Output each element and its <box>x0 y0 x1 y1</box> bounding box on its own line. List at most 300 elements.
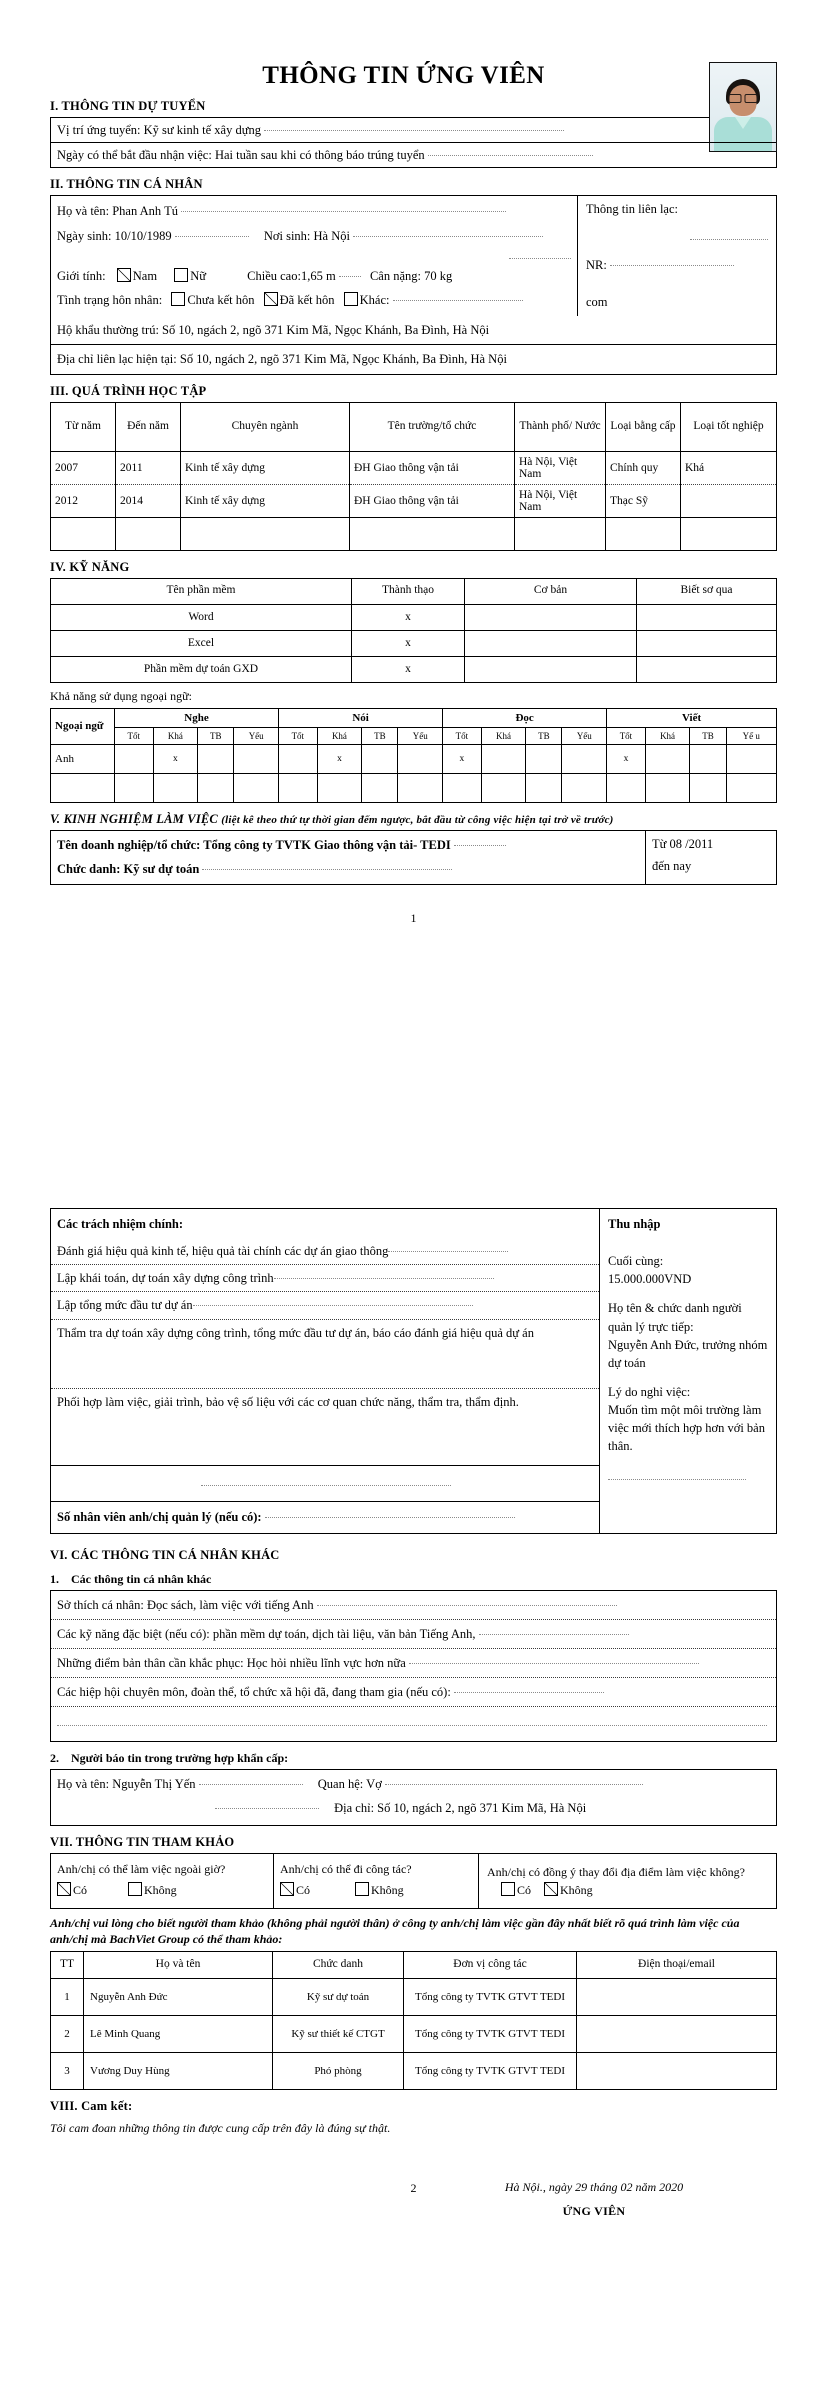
lang-mark[interactable] <box>690 774 726 803</box>
special-skills-row <box>51 1619 776 1648</box>
lang-mark[interactable] <box>726 774 776 803</box>
manager-label: Họ tên & chức danh người quản lý trực tiếp: <box>608 1301 742 1334</box>
section-4-heading: IV. KỸ NĂNG <box>50 559 130 574</box>
dotted-fill <box>610 256 734 266</box>
improve-value[interactable]: Học hỏi nhiều lĩnh vực hơn nữa <box>246 1655 406 1670</box>
emergency-address-value[interactable]: Số 10, ngách 2, ngõ 371 Kim Mã, Hà Nội <box>377 1801 587 1816</box>
section-2-box <box>50 195 777 374</box>
section-6-sub-2 <box>50 1751 777 1766</box>
fullname-value[interactable]: Phan Anh Tú <box>112 204 178 219</box>
duty-text[interactable]: Đánh giá hiệu quả kinh tế, hiệu quả tài chính các dự án giao thông <box>57 1244 389 1259</box>
blank-dotted-row <box>51 1465 599 1501</box>
skill-name[interactable]: Phần mềm dự toán GXD <box>51 656 352 682</box>
signature-place-date: Hà Nội., ngày 29 tháng 02 năm 2020 <box>504 2180 684 2195</box>
page-1-number: 1 <box>410 910 417 925</box>
marital-other-label: Khác: <box>359 292 390 307</box>
education-col-city: Thành phố/ Nước <box>515 402 606 451</box>
dotted-fill <box>264 121 564 131</box>
ref-col-org: Đơn vị công tác <box>404 1952 577 1979</box>
commitment-statement: Tôi cam đoan những thông tin được cung cấp trên đây là đúng sự thật. <box>50 2121 391 2136</box>
references-table <box>50 1951 777 2090</box>
duty-item <box>51 1264 599 1291</box>
dotted-fill <box>181 202 506 212</box>
skill-basic[interactable] <box>465 630 637 656</box>
dotted-fill <box>428 146 593 156</box>
level-write-good: Tốt <box>607 728 646 745</box>
table-row <box>51 484 777 517</box>
reason-value[interactable]: Muốn tìm một môi trường làm việc mới thích hợp hơn với bản thân. <box>608 1403 765 1454</box>
experience-from[interactable]: Từ 08 /2011 <box>652 837 714 852</box>
height-label: Chiều cao: <box>247 268 301 283</box>
lang-mark[interactable] <box>153 774 198 803</box>
table-row <box>51 656 777 682</box>
page-2 <box>0 1208 827 2388</box>
edu-grade[interactable] <box>681 517 777 550</box>
availability-questions-box <box>50 1853 777 1909</box>
ref-name[interactable]: Vương Duy Hùng <box>84 2053 273 2090</box>
education-col-from: Từ năm <box>51 402 116 451</box>
reason-label: Lý do nghỉ việc: <box>608 1384 691 1399</box>
ref-org[interactable]: Tổng công ty TVTK GTVT TEDI <box>404 2016 577 2053</box>
skill-name[interactable]: Word <box>51 604 352 630</box>
overtime-no-label: Không <box>144 1883 177 1898</box>
language-name[interactable] <box>51 774 115 803</box>
page-title: THÔNG TIN ỨNG VIÊN <box>262 62 545 89</box>
birthplace-value[interactable]: Hà Nội <box>313 229 350 244</box>
travel-no-label: Không <box>371 1883 404 1898</box>
edu-major[interactable] <box>181 517 350 550</box>
associations-blank-row[interactable] <box>51 1706 776 1741</box>
relocation-yes-checkbox[interactable] <box>501 1882 515 1896</box>
ref-title[interactable]: Kỹ sư thiết kế CTGT <box>273 2016 404 2053</box>
overtime-question <box>51 1854 273 1908</box>
level-speak-fair: Khá <box>317 728 362 745</box>
other-personal-info-box <box>50 1590 777 1743</box>
level-write-avg: TB <box>690 728 726 745</box>
travel-question <box>273 1854 478 1908</box>
language-intro: Khả năng sử dụng ngoại ngữ: <box>50 688 192 703</box>
fullname-row <box>51 196 577 223</box>
education-col-to: Đến năm <box>116 402 181 451</box>
section-2-heading: II. THÔNG TIN CÁ NHÂN <box>50 177 203 192</box>
dotted-fill <box>690 230 768 240</box>
ref-title[interactable]: Phó phòng <box>273 2053 404 2090</box>
education-col-grade: Loại tốt nghiệp <box>681 402 777 451</box>
table-row <box>51 2053 777 2090</box>
relocation-no-label: Không <box>560 1883 593 1898</box>
weight-label: Cân nặng: <box>369 268 421 283</box>
permanent-address-value[interactable]: Số 10, ngách 2, ngõ 371 Kim Mã, Ngọc Khánh, Ba Đình, Hà Nội <box>162 323 490 338</box>
dotted-fill <box>509 249 571 259</box>
lang-mark[interactable] <box>234 745 279 774</box>
duty-item <box>51 1291 599 1318</box>
sub-1-title: Các thông tin cá nhân khác <box>71 1571 212 1586</box>
improve-label: Những điểm bản thân cần khắc phục: <box>57 1655 244 1670</box>
duty-text[interactable]: Thẩm tra dự toán xây dựng công trình, tổng mức đầu tư dự án, báo cáo đánh giá hiệu quả dự án <box>57 1325 534 1340</box>
language-group-reading: Đọc <box>443 708 607 728</box>
ref-contact[interactable] <box>577 2016 777 2053</box>
dotted-fill <box>199 1775 303 1785</box>
dob-value[interactable]: 10/10/1989 <box>114 229 172 244</box>
start-date-label: Ngày có thể bắt đầu nhận việc: <box>57 148 212 163</box>
gender-female-label: Nữ <box>190 268 207 283</box>
duty-text[interactable]: Lập khái toán, dự toán xây dựng công trình <box>57 1271 274 1286</box>
travel-question-text: Anh/chị có thể đi công tác? <box>280 1861 412 1876</box>
special-skills-label: Các kỹ năng đặc biệt (nếu có): <box>57 1626 210 1641</box>
lang-mark[interactable] <box>481 774 526 803</box>
level-listen-good: Tốt <box>115 728 154 745</box>
company-row <box>51 831 645 857</box>
company-value[interactable]: Tổng công ty TVTK Giao thông vận tải- TEDI <box>203 838 451 853</box>
weight-value[interactable]: 70 kg <box>424 268 453 283</box>
edu-city[interactable]: Hà Nội, Việt Nam <box>515 484 606 517</box>
table-row <box>51 630 777 656</box>
start-date-value[interactable]: Hai tuần sau khi có thông báo trúng tuyển <box>214 148 425 163</box>
experience-box <box>50 830 777 884</box>
sub-2-number: 2. <box>50 1751 59 1766</box>
dotted-fill <box>274 1269 494 1279</box>
language-group-writing: Viết <box>607 708 777 728</box>
marital-other-checkbox[interactable] <box>344 292 358 306</box>
level-listen-weak: Yếu <box>234 728 279 745</box>
ref-org[interactable]: Tổng công ty TVTK GTVT TEDI <box>404 1979 577 2016</box>
level-read-fair: Khá <box>481 728 526 745</box>
table-row <box>51 2016 777 2053</box>
relocation-yes-label: Có <box>517 1883 532 1898</box>
edu-from[interactable]: 2012 <box>51 484 116 517</box>
edu-to[interactable]: 2011 <box>116 451 181 484</box>
section-8-heading: VIII. Cam kết: <box>50 2099 133 2114</box>
permanent-address-label: Hộ khẩu thường trú: <box>57 323 159 338</box>
gender-row <box>51 265 577 288</box>
level-read-weak: Yếu <box>562 728 607 745</box>
edu-school[interactable]: ĐH Giao thông vận tải <box>350 484 515 517</box>
income-last-value[interactable]: 15.000.000VND <box>608 1272 692 1287</box>
position-value[interactable]: Kỹ sư dự toán <box>123 861 200 876</box>
special-skills-value[interactable]: phần mềm dự toán, dịch tài liệu, văn bản Tiếng Anh, <box>212 1626 476 1641</box>
travel-no-checkbox[interactable] <box>355 1882 369 1896</box>
lang-mark[interactable] <box>115 745 154 774</box>
education-col-major: Chuyên ngành <box>181 402 350 451</box>
edu-city[interactable]: Hà Nội, Việt Nam <box>515 451 606 484</box>
lang-mark[interactable]: x <box>443 745 482 774</box>
emergency-address-row <box>51 1796 776 1824</box>
lang-mark[interactable] <box>398 774 443 803</box>
duty-item <box>51 1388 599 1441</box>
travel-yes-label: Có <box>296 1883 311 1898</box>
income-last-label: Cuối cùng: <box>608 1254 664 1269</box>
overtime-no-checkbox[interactable] <box>128 1882 142 1896</box>
skill-slight[interactable] <box>637 656 777 682</box>
edu-from[interactable] <box>51 517 116 550</box>
improve-row <box>51 1648 776 1677</box>
ref-name[interactable]: Lê Minh Quang <box>84 2016 273 2053</box>
emergency-contact-box <box>50 1769 777 1825</box>
lang-mark[interactable]: x <box>153 745 198 774</box>
dotted-fill <box>409 1654 699 1664</box>
sub-2-title: Người báo tin trong trường hợp khẩn cấp: <box>71 1751 289 1766</box>
lang-mark[interactable] <box>198 745 234 774</box>
section-7-heading: VII. THÔNG TIN THAM KHẢO <box>50 1834 235 1849</box>
dotted-fill <box>454 836 506 846</box>
overtime-question-text: Anh/chị có thể làm việc ngoài giờ? <box>57 1861 226 1876</box>
current-address-row <box>51 344 776 373</box>
dotted-fill <box>339 267 361 277</box>
birthplace-label: Nơi sinh: <box>263 229 311 244</box>
edu-degree[interactable] <box>606 517 681 550</box>
marital-row <box>51 288 577 315</box>
lang-mark[interactable] <box>198 774 234 803</box>
ref-col-contact: Điện thoại/email <box>577 1952 777 1979</box>
lang-mark[interactable]: x <box>607 745 646 774</box>
staff-count-label: Số nhân viên anh/chị quản lý (nếu có): <box>57 1509 262 1524</box>
education-col-degree: Loại bằng cấp <box>606 402 681 451</box>
emergency-relation-label: Quan hệ: <box>317 1777 364 1792</box>
edu-to[interactable] <box>116 517 181 550</box>
duty-item <box>51 1319 599 1388</box>
dotted-fill <box>393 291 523 301</box>
table-row <box>51 774 777 803</box>
gender-label: Giới tính: <box>57 268 106 283</box>
lang-mark[interactable] <box>362 745 398 774</box>
staff-count-row <box>51 1501 599 1533</box>
edu-school[interactable] <box>350 517 515 550</box>
duty-text[interactable]: Phối hợp làm việc, giải trình, bảo vệ số liệu với các cơ quan chức năng, thẩm tra, thẩm định. <box>57 1394 519 1409</box>
dotted-fill <box>317 1596 617 1606</box>
contact-nr-label: NR: <box>586 258 607 273</box>
ref-org[interactable]: Tổng công ty TVTK GTVT TEDI <box>404 2053 577 2090</box>
dotted-fill <box>193 1296 473 1306</box>
level-listen-avg: TB <box>198 728 234 745</box>
applied-position-value[interactable]: Kỹ sư kinh tế xây dựng <box>143 123 261 137</box>
ref-contact[interactable] <box>577 1979 777 2016</box>
lang-mark[interactable] <box>279 745 318 774</box>
dotted-fill <box>215 1799 319 1809</box>
skills-col-basic: Cơ bản <box>465 578 637 604</box>
ref-no: 3 <box>51 2053 84 2090</box>
lang-mark[interactable] <box>690 745 726 774</box>
ref-title[interactable]: Kỹ sư dự toán <box>273 1979 404 2016</box>
experience-period-block <box>645 831 776 883</box>
skill-basic[interactable] <box>465 656 637 682</box>
language-header-group-row <box>51 708 777 728</box>
skills-header-row <box>51 578 777 604</box>
dotted-fill <box>265 1508 515 1518</box>
birth-row <box>51 223 577 248</box>
ref-col-name: Họ và tên <box>84 1952 273 1979</box>
edu-major[interactable]: Kinh tế xây dựng <box>181 451 350 484</box>
emergency-name-row <box>51 1770 776 1796</box>
marital-single-label: Chưa kết hôn <box>187 292 255 307</box>
skill-name[interactable]: Excel <box>51 630 352 656</box>
lang-mark[interactable] <box>562 745 607 774</box>
skill-basic[interactable] <box>465 604 637 630</box>
lang-mark[interactable] <box>234 774 279 803</box>
income-title: Thu nhập <box>608 1217 661 1231</box>
section-1-heading: I. THÔNG TIN DỰ TUYỂN <box>50 99 206 113</box>
ref-col-no: TT <box>51 1952 84 1979</box>
dob-label: Ngày sinh: <box>57 229 112 244</box>
duties-income-box <box>50 1208 777 1534</box>
section-5-heading <box>50 812 777 827</box>
edu-major[interactable]: Kinh tế xây dựng <box>181 484 350 517</box>
skills-col-expert: Thành thạo <box>352 578 465 604</box>
lang-mark[interactable] <box>645 774 690 803</box>
language-group-listening: Nghe <box>115 708 279 728</box>
current-address-value[interactable]: Số 10, ngách 2, ngõ 371 Kim Mã, Ngọc Khánh, Ba Đình, Hà Nội <box>179 352 507 367</box>
experience-to[interactable]: đến nay <box>652 858 692 873</box>
contact-extra[interactable]: com <box>586 295 608 310</box>
lang-mark[interactable] <box>362 774 398 803</box>
lang-mark[interactable] <box>562 774 607 803</box>
section-1-box <box>50 117 777 168</box>
language-col-label: Ngoại ngữ <box>51 708 115 745</box>
ref-no: 2 <box>51 2016 84 2053</box>
permanent-address-row <box>51 316 776 344</box>
skill-expert[interactable]: x <box>352 656 465 682</box>
start-date-row <box>51 142 776 167</box>
sub-1-number: 1. <box>50 1571 59 1586</box>
ref-contact[interactable] <box>577 2053 777 2090</box>
duty-text[interactable]: Lập tổng mức đầu tư dự án <box>57 1298 193 1313</box>
table-row <box>51 1979 777 2016</box>
blank-duty-row[interactable] <box>51 1441 599 1465</box>
overtime-yes-checkbox[interactable] <box>57 1882 71 1896</box>
language-group-speaking: Nói <box>279 708 443 728</box>
level-write-weak: Yế u <box>726 728 776 745</box>
edu-city[interactable] <box>515 517 606 550</box>
current-address-label: Địa chỉ liên lạc hiện tại: <box>57 352 177 367</box>
level-speak-good: Tốt <box>279 728 318 745</box>
table-row <box>51 745 777 774</box>
hobby-value[interactable]: Đọc sách, làm việc với tiếng Anh <box>146 1597 314 1612</box>
gender-male-checkbox[interactable] <box>117 268 131 282</box>
dotted-fill <box>202 860 452 870</box>
level-read-avg: TB <box>526 728 562 745</box>
contact-info-block <box>577 196 776 316</box>
edu-degree[interactable]: Thạc Sỹ <box>606 484 681 517</box>
edu-grade[interactable]: Khá <box>681 451 777 484</box>
lang-mark[interactable] <box>279 774 318 803</box>
gender-female-checkbox[interactable] <box>174 268 188 282</box>
section-3-heading: III. QUÁ TRÌNH HỌC TẬP <box>50 383 207 398</box>
travel-yes-checkbox[interactable] <box>280 1882 294 1896</box>
duties-title: Các trách nhiệm chính: <box>57 1217 184 1231</box>
position-row <box>51 858 645 884</box>
duty-item <box>51 1238 599 1264</box>
dotted-fill <box>385 1775 643 1785</box>
level-speak-weak: Yếu <box>398 728 443 745</box>
spacer-dotted-row <box>51 249 577 265</box>
language-name[interactable]: Anh <box>51 745 115 774</box>
table-row <box>51 517 777 550</box>
contact-info-title: Thông tin liên lạc: <box>586 202 678 217</box>
skill-expert[interactable]: x <box>352 604 465 630</box>
signature-role: ỨNG VIÊN <box>562 2204 626 2219</box>
gender-male-label: Nam <box>132 268 158 283</box>
associations-row <box>51 1677 776 1706</box>
emergency-name-value[interactable]: Nguyễn Thị Yến <box>112 1777 196 1792</box>
level-write-fair: Khá <box>645 728 690 745</box>
level-read-good: Tốt <box>443 728 482 745</box>
lang-mark[interactable] <box>481 745 526 774</box>
lang-mark[interactable] <box>726 745 776 774</box>
section-6-heading: VI. CÁC THÔNG TIN CÁ NHÂN KHÁC <box>50 1547 280 1562</box>
lang-mark[interactable] <box>443 774 482 803</box>
lang-mark[interactable] <box>526 745 562 774</box>
lang-mark[interactable] <box>115 774 154 803</box>
edu-grade[interactable] <box>681 484 777 517</box>
lang-mark[interactable] <box>607 774 646 803</box>
section-5-note: (liệt kê theo thứ tự thời gian đếm ngược, bắt đầu từ công việc hiện tại trở về trước) <box>221 814 614 827</box>
language-header-level-row <box>51 728 777 745</box>
marital-single-checkbox[interactable] <box>171 292 185 306</box>
dotted-fill <box>479 1625 629 1635</box>
edu-to[interactable]: 2014 <box>116 484 181 517</box>
dotted-fill <box>454 1683 604 1693</box>
fullname-label: Họ và tên: <box>57 204 110 219</box>
associations-label: Các hiệp hội chuyên môn, đoàn thể, tổ chức xã hội đã, đang tham gia (nếu có): <box>57 1685 451 1699</box>
dotted-fill <box>608 1470 746 1480</box>
ref-no: 1 <box>51 1979 84 2016</box>
dotted-fill <box>57 1716 767 1726</box>
skills-col-software: Tên phần mềm <box>51 578 352 604</box>
emergency-address-label: Địa chỉ: <box>334 1801 375 1816</box>
lang-mark[interactable] <box>526 774 562 803</box>
skills-col-slight: Biết sơ qua <box>637 578 777 604</box>
marital-married-checkbox[interactable] <box>264 292 278 306</box>
income-block <box>599 1209 776 1533</box>
marital-label: Tình trạng hôn nhân: <box>57 292 163 307</box>
hobby-label: Sở thích cá nhân: <box>57 1597 144 1612</box>
edu-school[interactable]: ĐH Giao thông vận tải <box>350 451 515 484</box>
height-value[interactable]: 1,65 m <box>300 268 336 283</box>
language-table <box>50 708 777 804</box>
edu-degree[interactable]: Chính quy <box>606 451 681 484</box>
lang-mark[interactable]: x <box>317 745 362 774</box>
ref-col-title: Chức danh <box>273 1952 404 1979</box>
skill-slight[interactable] <box>637 630 777 656</box>
section-5-title: V. KINH NGHIỆM LÀM VIỆC <box>50 812 218 827</box>
edu-from[interactable]: 2007 <box>51 451 116 484</box>
skill-slight[interactable] <box>637 604 777 630</box>
relocation-no-checkbox[interactable] <box>544 1882 558 1896</box>
dotted-fill <box>353 227 543 237</box>
education-header-row <box>51 402 777 451</box>
education-table <box>50 402 777 551</box>
table-row <box>51 604 777 630</box>
lang-mark[interactable] <box>398 745 443 774</box>
dotted-fill <box>175 227 249 237</box>
ref-name[interactable]: Nguyễn Anh Đức <box>84 1979 273 2016</box>
hobby-row <box>51 1591 776 1619</box>
lang-mark[interactable] <box>317 774 362 803</box>
skill-expert[interactable]: x <box>352 630 465 656</box>
relocation-question-text: Anh/chị có đồng ý thay đổi địa điểm làm việc không? <box>487 1864 745 1879</box>
reference-note: Anh/chị vui lòng cho biết người tham khảo (không phải người thân) ở công ty anh/chị làm việc gần đây nhất biết rõ quá trình làm việc của anh/chị mà BachViet Group có thể tham khảo: <box>50 1915 740 1946</box>
emergency-name-label: Họ và tên: <box>57 1777 110 1792</box>
level-speak-avg: TB <box>362 728 398 745</box>
overtime-yes-label: Có <box>73 1883 88 1898</box>
table-row <box>51 451 777 484</box>
page-2-number: 2 <box>410 2181 417 2196</box>
emergency-relation-value[interactable]: Vợ <box>366 1777 382 1792</box>
page-1 <box>0 0 827 1160</box>
lang-mark[interactable] <box>645 745 690 774</box>
manager-value[interactable]: Nguyễn Anh Đức, trưởng nhóm dự toán <box>608 1337 768 1370</box>
position-label: Chức danh: <box>57 861 121 876</box>
section-6-sub-1 <box>50 1572 777 1587</box>
